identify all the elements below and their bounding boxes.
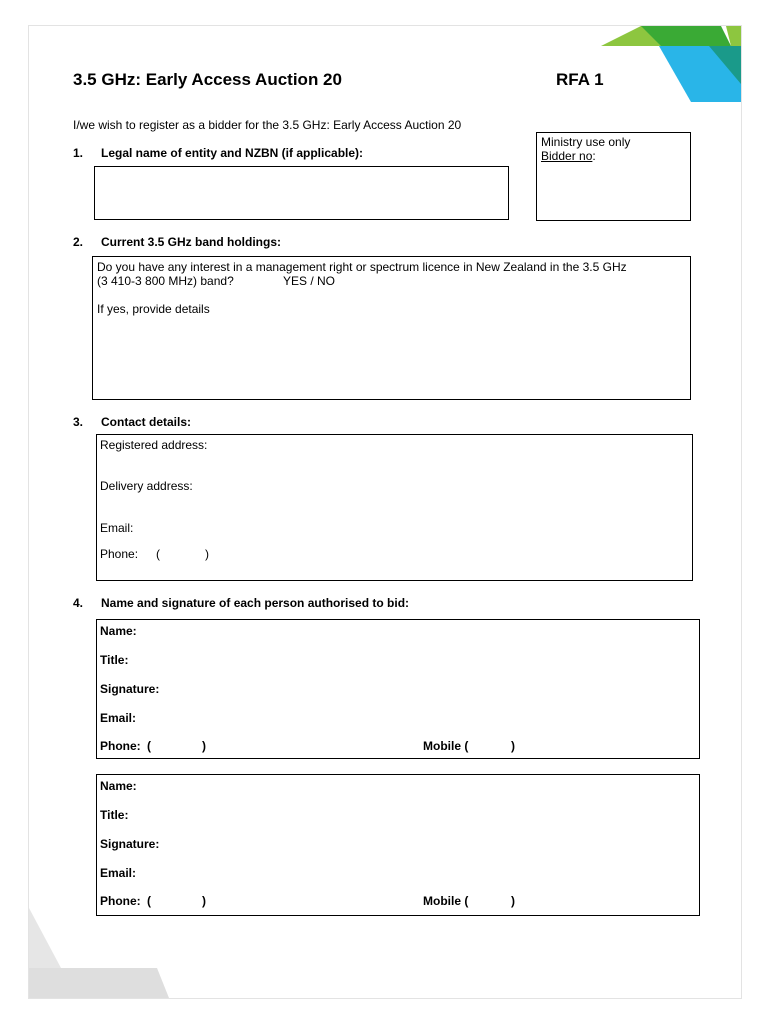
person-2-mobile-close: ) (511, 894, 515, 908)
contact-details-box (96, 434, 693, 581)
person-1-email-label: Email: (100, 711, 137, 725)
legal-name-field[interactable] (94, 166, 509, 220)
ministry-use-box (536, 132, 691, 221)
person-1-name-label: Name: (100, 624, 137, 638)
person-2-title-label: Title: (100, 808, 129, 822)
person-1-signature-label: Signature: (100, 682, 160, 696)
person-1-mobile-close: ) (511, 739, 515, 753)
person-1-mobile-label: Mobile ( (423, 739, 469, 753)
person-2-phone-open: ( (147, 894, 151, 908)
bidder-no-text: Bidder no (541, 149, 593, 163)
intro-text: I/we wish to register as a bidder for the 3.5 GHz: Early Access Auction 20 (73, 118, 462, 132)
contact-phone-open: ( (156, 547, 160, 561)
band-holdings-box (92, 256, 691, 400)
brand-corner-graphic (601, 26, 741, 106)
bidder-no-label (541, 149, 596, 163)
person-2-email-label: Email: (100, 866, 137, 880)
contact-email-label: Email: (100, 521, 134, 535)
bidder-no-colon: : (592, 149, 596, 163)
person-2-signature-label: Signature: (100, 837, 160, 851)
document-page (28, 25, 742, 999)
contact-phone-label: Phone: (100, 547, 139, 561)
form-title: 3.5 GHz: Early Access Auction 20 (73, 70, 342, 89)
band-question-line1: Do you have any interest in a management right or spectrum licence in New Zealand in the 3.5 GHz (97, 260, 627, 274)
person-2-phone-close: ) (202, 894, 206, 908)
section-3-number: 3. (73, 415, 84, 429)
delivery-address-label: Delivery address: (100, 479, 193, 493)
person-1-phone-open: ( (147, 739, 151, 753)
contact-phone-close: ) (205, 547, 209, 561)
person-2-mobile-label: Mobile ( (423, 894, 469, 908)
person-1-title-label: Title: (100, 653, 129, 667)
form-code: RFA 1 (556, 70, 604, 89)
person-1-phone-label: Phone: (100, 739, 141, 753)
details-prompt: If yes, provide details (97, 302, 210, 316)
section-4-heading: Name and signature of each person authorised to bid: (101, 596, 410, 610)
section-2-number: 2. (73, 235, 84, 249)
authorised-person-1-box (96, 619, 700, 759)
section-1-heading: Legal name of entity and NZBN (if applicable): (101, 146, 364, 160)
person-1-phone-close: ) (202, 739, 206, 753)
ministry-use-label: Ministry use only (541, 135, 631, 149)
band-details-field[interactable] (95, 319, 688, 397)
person-2-phone-label: Phone: (100, 894, 141, 908)
band-question-line2: (3 410-3 800 MHz) band? (97, 274, 234, 288)
section-2-heading: Current 3.5 GHz band holdings: (101, 235, 282, 249)
section-3-heading: Contact details: (101, 415, 192, 429)
section-4-number: 4. (73, 596, 84, 610)
registered-address-label: Registered address: (100, 438, 208, 452)
yes-no-option[interactable]: YES / NO (283, 274, 336, 288)
person-2-name-label: Name: (100, 779, 137, 793)
authorised-person-2-box (96, 774, 700, 916)
section-1-number: 1. (73, 146, 84, 160)
